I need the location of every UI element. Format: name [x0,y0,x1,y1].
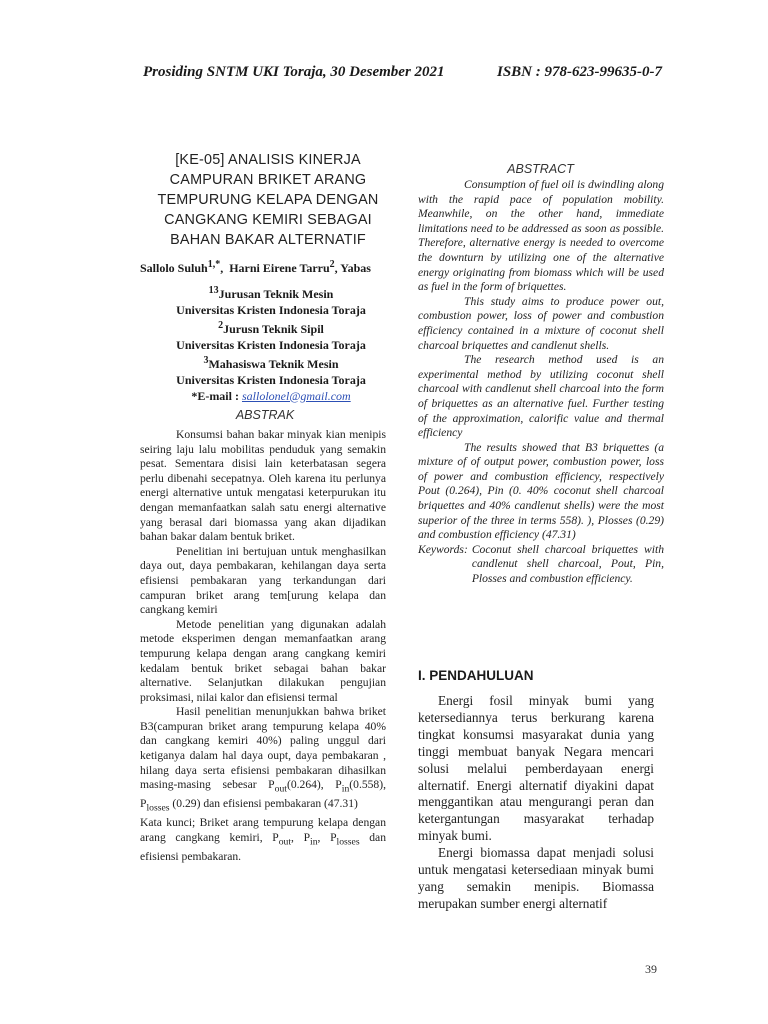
abstract-paragraph: This study aims to produce power out, combustion power, loss of power and combustion efficiency contained in a mixture of coconut shell charcoal briquettes and candlenut shells. [418,294,664,352]
running-header-isbn: ISBN : 978-623-99635-0-7 [497,64,662,80]
author-name: Sallolo Suluh [140,261,208,275]
abstract-paragraph: The results showed that B3 briquettes (a mixture of of output power, combustion power, loss of power and combustion efficiency, respectively Pout (0.264), Pin (0. 40% coconut shell charcoal briquettes and 40% candlenut shells) were the most superior of the three in terms 558). ), Plosses (0.29) and combustion efficiency (47.31) [418,440,664,542]
keywords-text: Kata kunci; Briket arang tempurung kelapa dengan arang cangkang kemiri, P [140,816,386,844]
abstrak-paragraph: Penelitian ini bertujuan untuk menghasilkan daya out, daya pembakaran, kehilangan daya serta efisiensi pembakaran yang terkandungan dari campuran briket arang tem[urung kelapa dan cangkang kemiri [140,544,386,617]
email-label: *E-mail : [191,388,242,403]
subscript: out [274,783,287,795]
affiliation-line [140,318,402,338]
abstract-body [418,178,664,587]
subscript: out [278,835,292,847]
author-name: Harni Eirene Tarru [229,261,330,275]
section-heading-pendahuluan: I. PENDAHULUAN [418,668,534,683]
affiliation-text: Jurusn Teknik Sipil [223,322,324,337]
abstract-keywords [418,543,664,587]
affiliation-line [140,283,402,303]
abstrak-text: (0.29) dan efisiensi pembakaran (47.31) [169,797,358,811]
abstrak-paragraph: Konsumsi bahan bakar minyak kian menipis seiring laju lalu mobilitas penduduk yang semakin pesat. Sementara disisi lain keterbatasan segera perlu dibenahi secepatnya. Oleh karena itu perlunya energi alternative untuk mengatasi keterpurukan itu dengan memanfaatkan salah satu energi alternative yang berasal dari biomassa yang akan dijadikan bahan bakar dalam bentuk briket. [140,428,386,544]
affiliations [140,283,402,404]
subscript: losses [336,835,360,847]
email-line [140,389,402,405]
title-line: TEMPURUNG KELAPA DENGAN [157,192,379,208]
affiliation-line: Universitas Kristen Indonesia Toraja [176,337,366,352]
introduction-body [418,693,654,913]
page-number: 39 [645,962,657,976]
intro-paragraph: Energi biomassa dapat menjadi solusi untuk mengatasi ketersediaan minyak bumi yang semakin menipis. Biomassa merupakan sumber energi alternatif [418,845,654,911]
abstract-heading: ABSTRACT [507,162,574,176]
author-list: Sallolo Suluh$^{1,*}$, Harni Eirene Tarru$^2$, Yabas [140,259,371,275]
affiliation-superscript: 3 [203,355,209,367]
subscript: in [310,835,318,847]
abstrak-paragraph [140,705,386,816]
running-header-proceedings: Prosiding SNTM UKI Toraja, 30 Desember 2021 [143,64,445,80]
keywords-text: dan efisiensi pembakaran. [140,830,386,863]
author-name: Yabas [340,261,371,275]
keywords-text: , P [317,830,337,844]
abstrak-text: (0.558), P [140,778,386,811]
keywords-label: Keywords: [418,542,468,556]
intro-paragraph: Energi fosil minyak bumi yang ketersediannya terus berkurang karena tingkat konsumsi masyarakat dunia yang tinggi membuat banyak Negara mencari solusi melalui pemberdayaan energi alternatif. Energi alternatif diyakini dapat menggantikan atau mengurangi peran dan ketergantungan masyarakat terhadap minyak bumi. [418,693,654,844]
abstrak-heading: ABSTRAK [235,408,295,422]
title-line: CAMPURAN BRIKET ARANG [169,172,367,188]
affiliation-superscript: 13 [208,285,219,296]
author-superscript: 2 [329,259,335,270]
affiliation-text: Jurusan Teknik Mesin [218,287,334,301]
abstrak-text: (0.264), P [286,778,342,792]
affiliation-text: Mahasiswa Teknik Mesin [208,357,339,372]
subscript: in [341,783,350,795]
affiliation-line [140,353,402,373]
email-link[interactable]: sallolonel@gmail.com [241,388,351,403]
title-line: CANGKANG KEMIRI SEBAGAI [164,212,372,228]
abstract-paragraph: Consumption of fuel oil is dwindling along with the rapid pace of population mobility. Meanwhile, on the other hand, immediate limitations need to be addressed as soon as possible. Therefore, alternative energy is needed to overcome the downturn by utilizing one of the alternative energy originating from biomass which will be used as fuel in the form of briquettes. [418,178,664,294]
affiliation-line: Universitas Kristen Indonesia Toraja [176,372,366,387]
abstract-paragraph: The research method used is an experimental method by utilizing coconut shell charcoal with candlenut shell charcoal into the form of briquettes as an alternative fuel. Further testing of the approximation, calorific value and thermal efficiency [418,353,664,440]
keywords-text: Coconut shell charcoal briquettes with candlenut shell charcoal, Pout, Pin, Plosses and combustion efficiency. [471,542,664,586]
abstrak-paragraph: Metode penelitian yang digunakan adalah metode eksperimen dengan memanfaatkan arang tempurung kelapa dengan arang cangkang kemiri kedalam bentuk briket sebagai bahan bakar alternative. Selanjutkan dilakukan pengujian proksimasi, nilai kalor dan efisiensi termal [140,617,386,704]
affiliation-line: Universitas Kristen Indonesia Toraja [176,302,366,317]
abstrak-keywords [140,816,386,864]
affiliation-superscript: 2 [218,320,224,332]
keywords-text: , P [291,830,311,844]
subscript: losses [146,802,170,814]
title-line: [KE-05] ANALISIS KINERJA [175,152,361,168]
title-line: BAHAN BAKAR ALTERNATIF [170,232,366,248]
paper-title [133,150,403,250]
abstrak-text: Hasil penelitian menunjukkan bahwa briket B3(campuran briket arang tempurung kelapa 40% dan cangkang kemiri 40%) paling unggul dari ketiganya dalam hal daya oupt, daya pembakaran , hilang daya serta efisiensi pembakaran dihasilkan masing-masing sebesar P [140,705,386,792]
author-superscript: 1,* [207,259,221,270]
abstrak-body [140,428,386,864]
